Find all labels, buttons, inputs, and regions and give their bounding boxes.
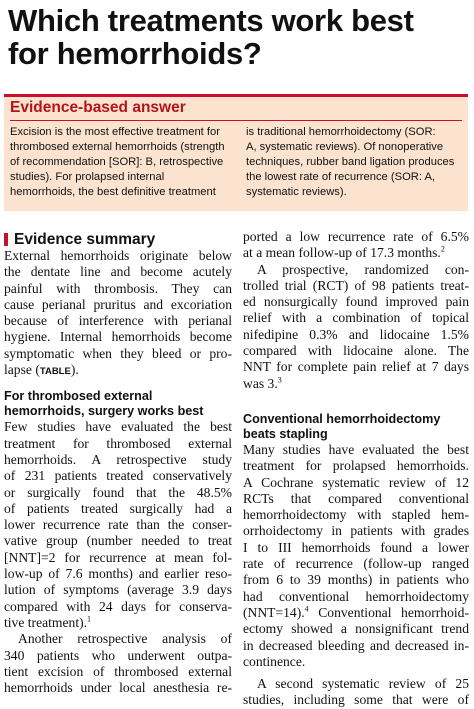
citation-2[interactable]: 2 — [440, 244, 445, 254]
paragraph — [4, 419, 232, 631]
section-marker-icon — [4, 233, 8, 246]
text-line — [243, 245, 469, 261]
text-line: RCTs that compared conventional — [243, 490, 469, 506]
text-line: hygiene. Internal hemorrhoids become — [4, 329, 232, 345]
text-line: the dentate line and become acutely — [4, 264, 232, 280]
paragraph — [4, 631, 232, 647]
text-line: NNT for complete pain relief at 7 days — [243, 359, 469, 375]
text-line: vative group (number needed to treat — [4, 533, 232, 549]
evidence-summary-heading — [4, 231, 232, 248]
subheading-line: For thrombosed external — [4, 389, 153, 404]
evidence-line: A, systematic reviews). Of nonoperative — [246, 141, 444, 153]
text-fragment: tive treatment). — [4, 614, 88, 630]
evidence-based-answer-box — [4, 94, 468, 211]
text-line: from 6 to 39 months) in patients who — [243, 572, 469, 588]
text-line: relief with a combination of topical — [243, 310, 469, 326]
right-column — [243, 229, 469, 709]
text-line: lution of symptoms (average 3.9 days — [4, 582, 232, 598]
text-line: External hemorrhoids originate below — [4, 248, 232, 263]
subheading-line: hemorrhoids, surgery works best — [4, 404, 204, 419]
text-line: treatment for prolapsed hemorrhoids. — [243, 458, 469, 474]
evidence-line: the lowest rate of recurrence (SOR: A, — [246, 171, 436, 183]
text-line: because of interference with perianal — [4, 313, 232, 329]
text-line: symptomatic when they bleed or pro- — [4, 345, 232, 361]
paragraph — [243, 262, 469, 278]
evidence-line: of recommendation [SOR]: B, retrospective — [10, 156, 224, 168]
text-line: I to III hemorrhoids found a lower — [243, 539, 469, 555]
evidence-line: thrombosed external hemorrhoids (strength — [10, 141, 225, 153]
paragraph-continued — [4, 648, 232, 697]
text-line: treatment for thrombosed external — [4, 435, 232, 451]
text-line: studies, including some that were of — [243, 692, 469, 708]
text-fragment: at a mean follow-up of 17.3 months. — [243, 245, 441, 261]
text-line: in decreased bleeding and decreased in- — [243, 637, 469, 653]
evidence-line: systematic reviews). — [246, 186, 347, 198]
text-line: ported a low recurrence rate of 6.5% — [243, 229, 469, 244]
citation-4[interactable]: 4 — [304, 604, 309, 614]
text-line: A second systematic review of 25 — [257, 676, 469, 692]
text-line: [NNT]=2 for recurrence at mean fol- — [4, 549, 232, 565]
text-line: ed nonsurgically found improved pain — [243, 294, 469, 310]
text-line: Another retrospective analysis of — [18, 631, 232, 647]
text-fragment: was 3. — [243, 375, 278, 391]
text-line: compared with lidocaine alone. The — [243, 343, 469, 359]
subheading-line: beats stapling — [243, 426, 328, 441]
evidence-box-column-2 — [246, 125, 454, 200]
evidence-line: studies). For prolapsed internal — [10, 171, 165, 183]
text-line — [4, 615, 232, 631]
text-line: A Cochrane systematic review of 12 — [243, 474, 469, 490]
text-fragment: (NNT=14). — [243, 604, 305, 620]
text-fragment: ). — [70, 362, 79, 378]
text-fragment: Conventional hemorrhoid- — [308, 604, 469, 620]
text-line: lower recurrence rate than the conser- — [4, 517, 232, 533]
paragraph-continued — [243, 692, 469, 708]
text-line: of patients treated surgically had a — [4, 500, 232, 516]
text-line: Few studies have evaluated the best — [4, 419, 232, 435]
left-column — [4, 231, 232, 696]
text-line: orrhoidectomy in patients with grades — [243, 523, 469, 539]
evidence-line: is traditional hemorrhoidectomy (SOR: — [246, 126, 436, 138]
text-line: hemorrhoidectomy with stapled hem- — [243, 507, 469, 523]
text-line: painful with thrombosis. They can — [4, 280, 232, 296]
title-line-2: for hemorrhoids? — [8, 36, 262, 71]
table-reference-link[interactable]: TABLE — [39, 366, 71, 378]
text-line: had conventional hemorrhoidectomy — [243, 588, 469, 604]
text-line: tient excision of thrombosed external — [4, 663, 232, 679]
paragraph — [243, 229, 469, 262]
text-line: 340 patients who underwent outpa- — [4, 647, 232, 663]
text-line: hemorrhoids under local anesthesia re- — [4, 680, 232, 696]
text-line — [243, 376, 469, 392]
text-line: A prospective, randomized con- — [257, 261, 469, 277]
subheading-conventional — [243, 412, 469, 442]
citation-3[interactable]: 3 — [277, 375, 282, 385]
text-line: nifedipine 0.3% and lidocaine 1.5% — [243, 326, 469, 342]
text-line — [243, 605, 469, 621]
text-line: hemorrhoids. A retrospective study — [4, 451, 232, 467]
text-line — [4, 362, 232, 380]
subheading-line: Conventional hemorrhoidectomy — [243, 411, 441, 426]
evidence-line: techniques, rubber band ligation produces — [246, 156, 455, 168]
text-line: continence. — [243, 653, 306, 669]
paragraph-continued — [243, 278, 469, 392]
text-line: Many studies have evaluated the best — [243, 441, 469, 457]
title-line-1: Which treatments work best — [8, 3, 414, 38]
paragraph — [4, 248, 232, 380]
text-line: compared with 24 days for conserva- — [4, 598, 232, 614]
text-line: of 231 patients treated conservatively — [4, 468, 232, 484]
text-line: or surgically found that the 48.5% — [4, 484, 232, 500]
subheading-thrombosed — [4, 389, 232, 419]
evidence-box-divider — [10, 120, 462, 121]
article-title — [8, 4, 468, 70]
evidence-box-heading: Evidence-based answer — [10, 99, 186, 116]
text-line: trolled trial (RCT) of 98 patients treat- — [243, 277, 469, 293]
evidence-summary-heading-text: Evidence summary — [14, 231, 156, 248]
evidence-line: hemorrhoids, the best definitive treatment — [10, 186, 216, 198]
citation-1[interactable]: 1 — [87, 614, 92, 624]
text-line: rate of recurrence (follow-up ranged — [243, 556, 469, 572]
evidence-box-column-1 — [10, 125, 225, 200]
evidence-line: Excision is the most effective treatment for — [10, 126, 220, 138]
text-fragment: lapse ( — [4, 362, 40, 378]
text-line: cause perianal pruritus and excoriation — [4, 296, 232, 312]
paragraph — [243, 676, 469, 692]
paragraph — [243, 442, 469, 670]
text-line: low-up of 7.6 months) and earlier reso- — [4, 566, 232, 582]
text-line: ectomy showed a nonsignificant trend — [243, 621, 469, 637]
